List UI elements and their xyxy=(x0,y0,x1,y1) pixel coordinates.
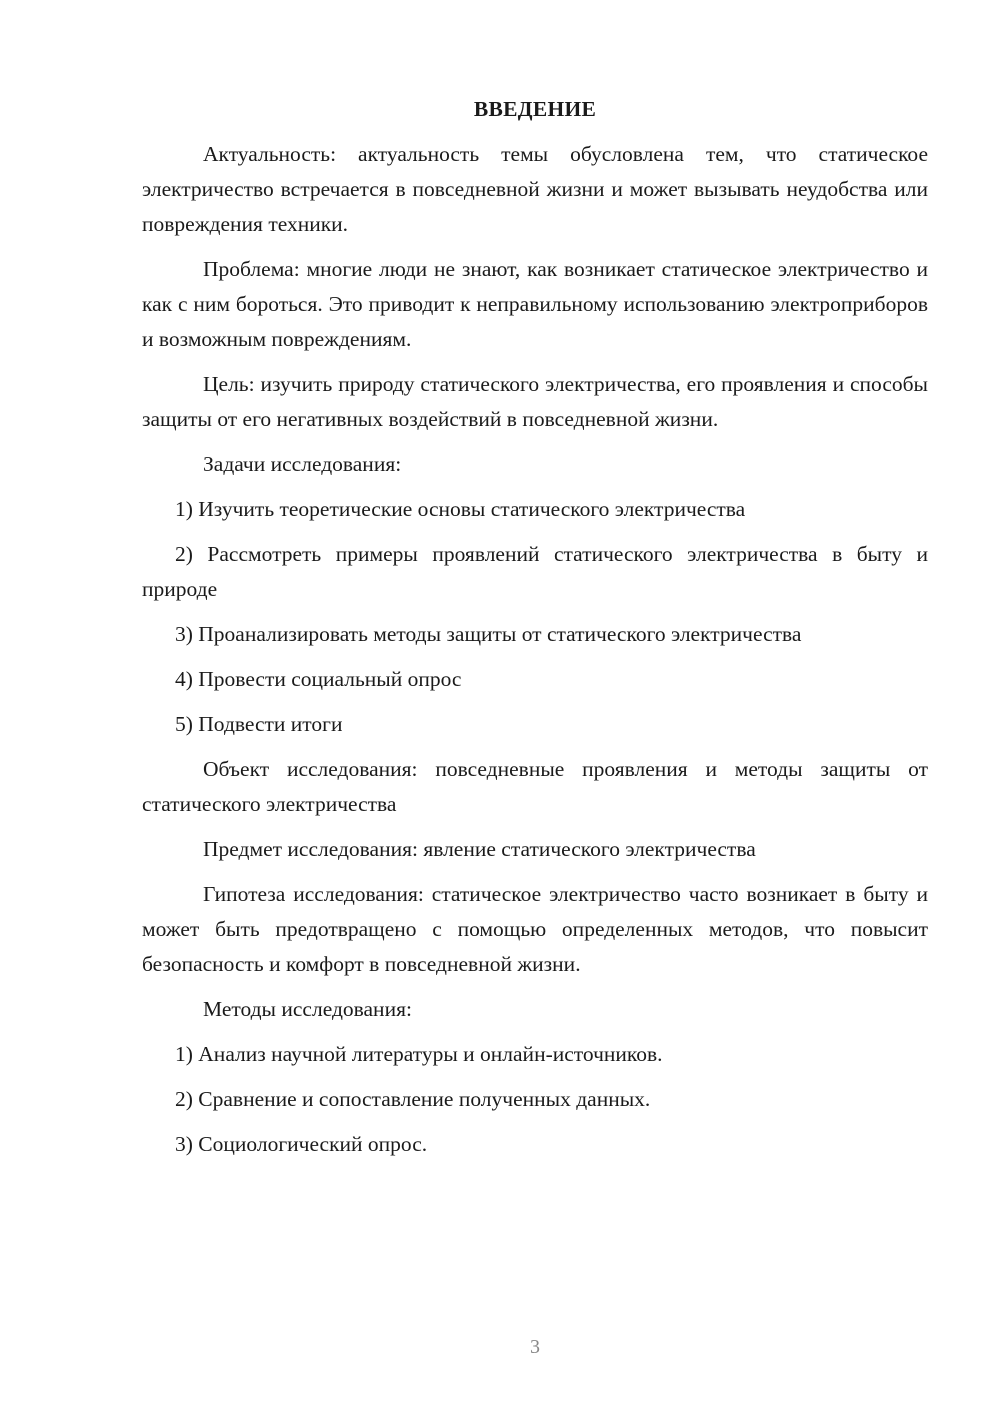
method-item-2: 2) Сравнение и сопоставление полученных данных. xyxy=(175,1087,651,1111)
method-item-1: 1) Анализ научной литературы и онлайн-источников. xyxy=(175,1042,663,1066)
task-item-4: 4) Провести социальный опрос xyxy=(175,667,462,691)
problem-paragraph: Проблема: многие люди не знают, как возникает статическое электричество и как с ним бороться. Это приводит к неправильному использованию электроприборов и возможным повреждениям. xyxy=(142,257,928,351)
page-content xyxy=(142,92,928,1172)
task-item-2: 2) Рассмотреть примеры проявлений статического электричества в быту и природе xyxy=(142,542,928,601)
task-item-5: 5) Подвести итоги xyxy=(175,712,343,736)
section-title: ВВЕДЕНИЕ xyxy=(473,97,597,121)
hypothesis-paragraph: Гипотеза исследования: статическое электричество часто возникает в быту и может быть предотвращено с помощью определенных методов, что повысит безопасность и комфорт в повседневной жизни. xyxy=(142,882,928,976)
relevance-paragraph: Актуальность: актуальность темы обусловлена тем, что статическое электричество встречается в повседневной жизни и может вызывать неудобства или повреждения техники. xyxy=(142,142,928,236)
object-paragraph: Объект исследования: повседневные проявления и методы защиты от статического электричества xyxy=(142,757,928,816)
goal-paragraph: Цель: изучить природу статического электричества, его проявления и способы защиты от его негативных воздействий в повседневной жизни. xyxy=(142,372,928,431)
method-item-3: 3) Социологический опрос. xyxy=(175,1132,428,1156)
task-item-1: 1) Изучить теоретические основы статического электричества xyxy=(175,497,746,521)
subject-paragraph: Предмет исследования: явление статического электричества xyxy=(203,837,756,861)
methods-heading: Методы исследования: xyxy=(203,997,412,1021)
page-number: 3 xyxy=(530,1336,540,1358)
task-item-3: 3) Проанализировать методы защиты от статического электричества xyxy=(175,622,802,646)
tasks-heading: Задачи исследования: xyxy=(203,452,402,476)
